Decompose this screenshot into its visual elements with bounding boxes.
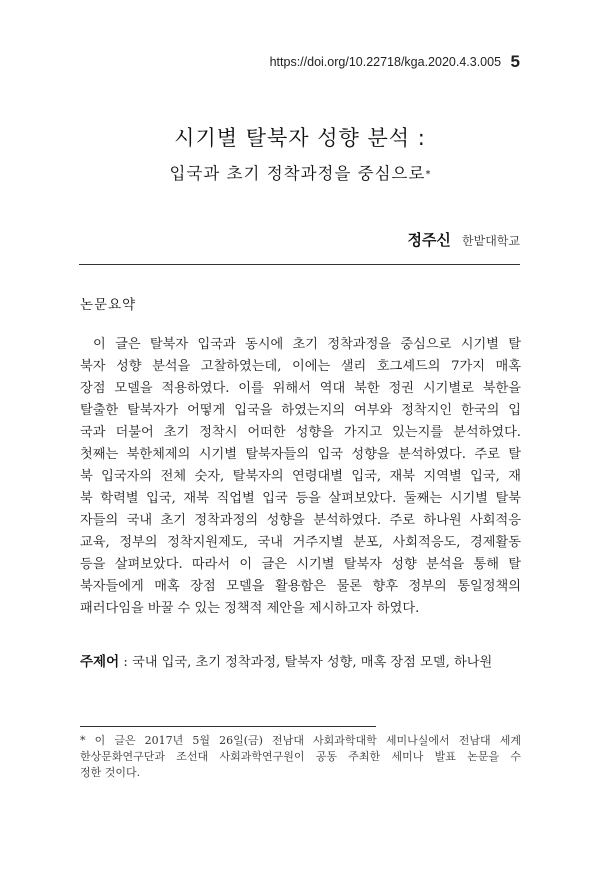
running-header <box>270 52 520 72</box>
footnote <box>80 733 521 781</box>
header-divider <box>79 264 520 265</box>
doi-link[interactable]: https://doi.org/10.22718/kga.2020.4.3.005 <box>269 55 502 69</box>
page-number: 5 <box>510 52 520 71</box>
abstract-line: 북 입국자의 전체 숫자, 탈북자의 연령대별 입국, 재북 지역별 입국, 재 <box>80 469 521 484</box>
abstract-line: 등을 살펴보았다. 따라서 이 글은 시기별 탈북자 성향 분석을 통해 탈 <box>80 557 521 572</box>
abstract-line: 패러다임을 바꿀 수 있는 정책적 제안을 제시하고자 하였다. <box>80 601 420 616</box>
author-name: 정주신 <box>407 231 451 249</box>
footnote-divider <box>80 726 376 727</box>
abstract-line: 교육, 정부의 정착지원제도, 국내 거주지별 분포, 사회적응도, 경제활동 <box>80 535 521 550</box>
keywords-label: 주제어 <box>80 654 120 670</box>
paper-subtitle <box>0 160 600 184</box>
abstract-body <box>80 334 521 620</box>
footnote-marker: * <box>425 169 431 180</box>
abstract-line: 국과 더불어 초기 정착시 어떠한 성향을 가지고 있는지를 분석하였다. <box>80 425 521 440</box>
author-affiliation: 한밭대학교 <box>462 234 520 248</box>
footnote-line: 정한 것이다. <box>80 766 141 779</box>
paper-title: 시기별 탈북자 성향 분석 : <box>174 126 426 150</box>
abstract-line: 북 학력별 입국, 재북 직업별 입국 등을 살펴보았다. 둘째는 시기별 탈북 <box>80 491 521 506</box>
abstract-line: 북자 성향 분석을 고찰하였는데, 이에는 샐리 호그셰드의 7가지 매혹 <box>80 359 521 374</box>
abstract-line: 탈출한 탈북자가 어떻게 입국을 하였는지의 여부와 정착지인 한국의 입 <box>80 403 521 418</box>
abstract-line: 이 글은 탈북자 입국과 동시에 초기 정착과정을 중심으로 시기별 탈 <box>93 337 521 352</box>
abstract-line: 자들의 국내 초기 정착과정의 성향을 분석하였다. 주로 하나원 사회적응 <box>80 513 521 528</box>
subtitle-text: 입국과 초기 정착과정을 중심으로 <box>169 164 426 183</box>
author-block <box>407 229 520 250</box>
keywords <box>80 650 521 670</box>
abstract-line: 북자들에게 매혹 장점 모델을 활용함은 물론 향후 정부의 통일정책의 <box>80 579 521 594</box>
abstract-heading: 논문요약 <box>80 297 137 313</box>
footnote-line: 한상문화연구단과 조선대 사회과학연구원이 공동 주최한 세미나 발표 논문을 수 <box>80 750 521 763</box>
footnote-line: * 이 글은 2017년 5월 26일(금) 전남대 사회과학대학 세미나실에서 전남대 세계 <box>80 734 521 747</box>
abstract-line: 첫째는 북한체제의 시기별 탈북자들의 입국 성향을 분석하였다. 주로 탈 <box>80 447 521 462</box>
keywords-text: : 국내 입국, 초기 정착과정, 탈북자 성향, 매혹 장점 모델, 하나원 <box>119 655 493 670</box>
abstract-line: 장점 모델을 적용하였다. 이를 위해서 역대 북한 정권 시기별로 북한을 <box>80 381 521 396</box>
